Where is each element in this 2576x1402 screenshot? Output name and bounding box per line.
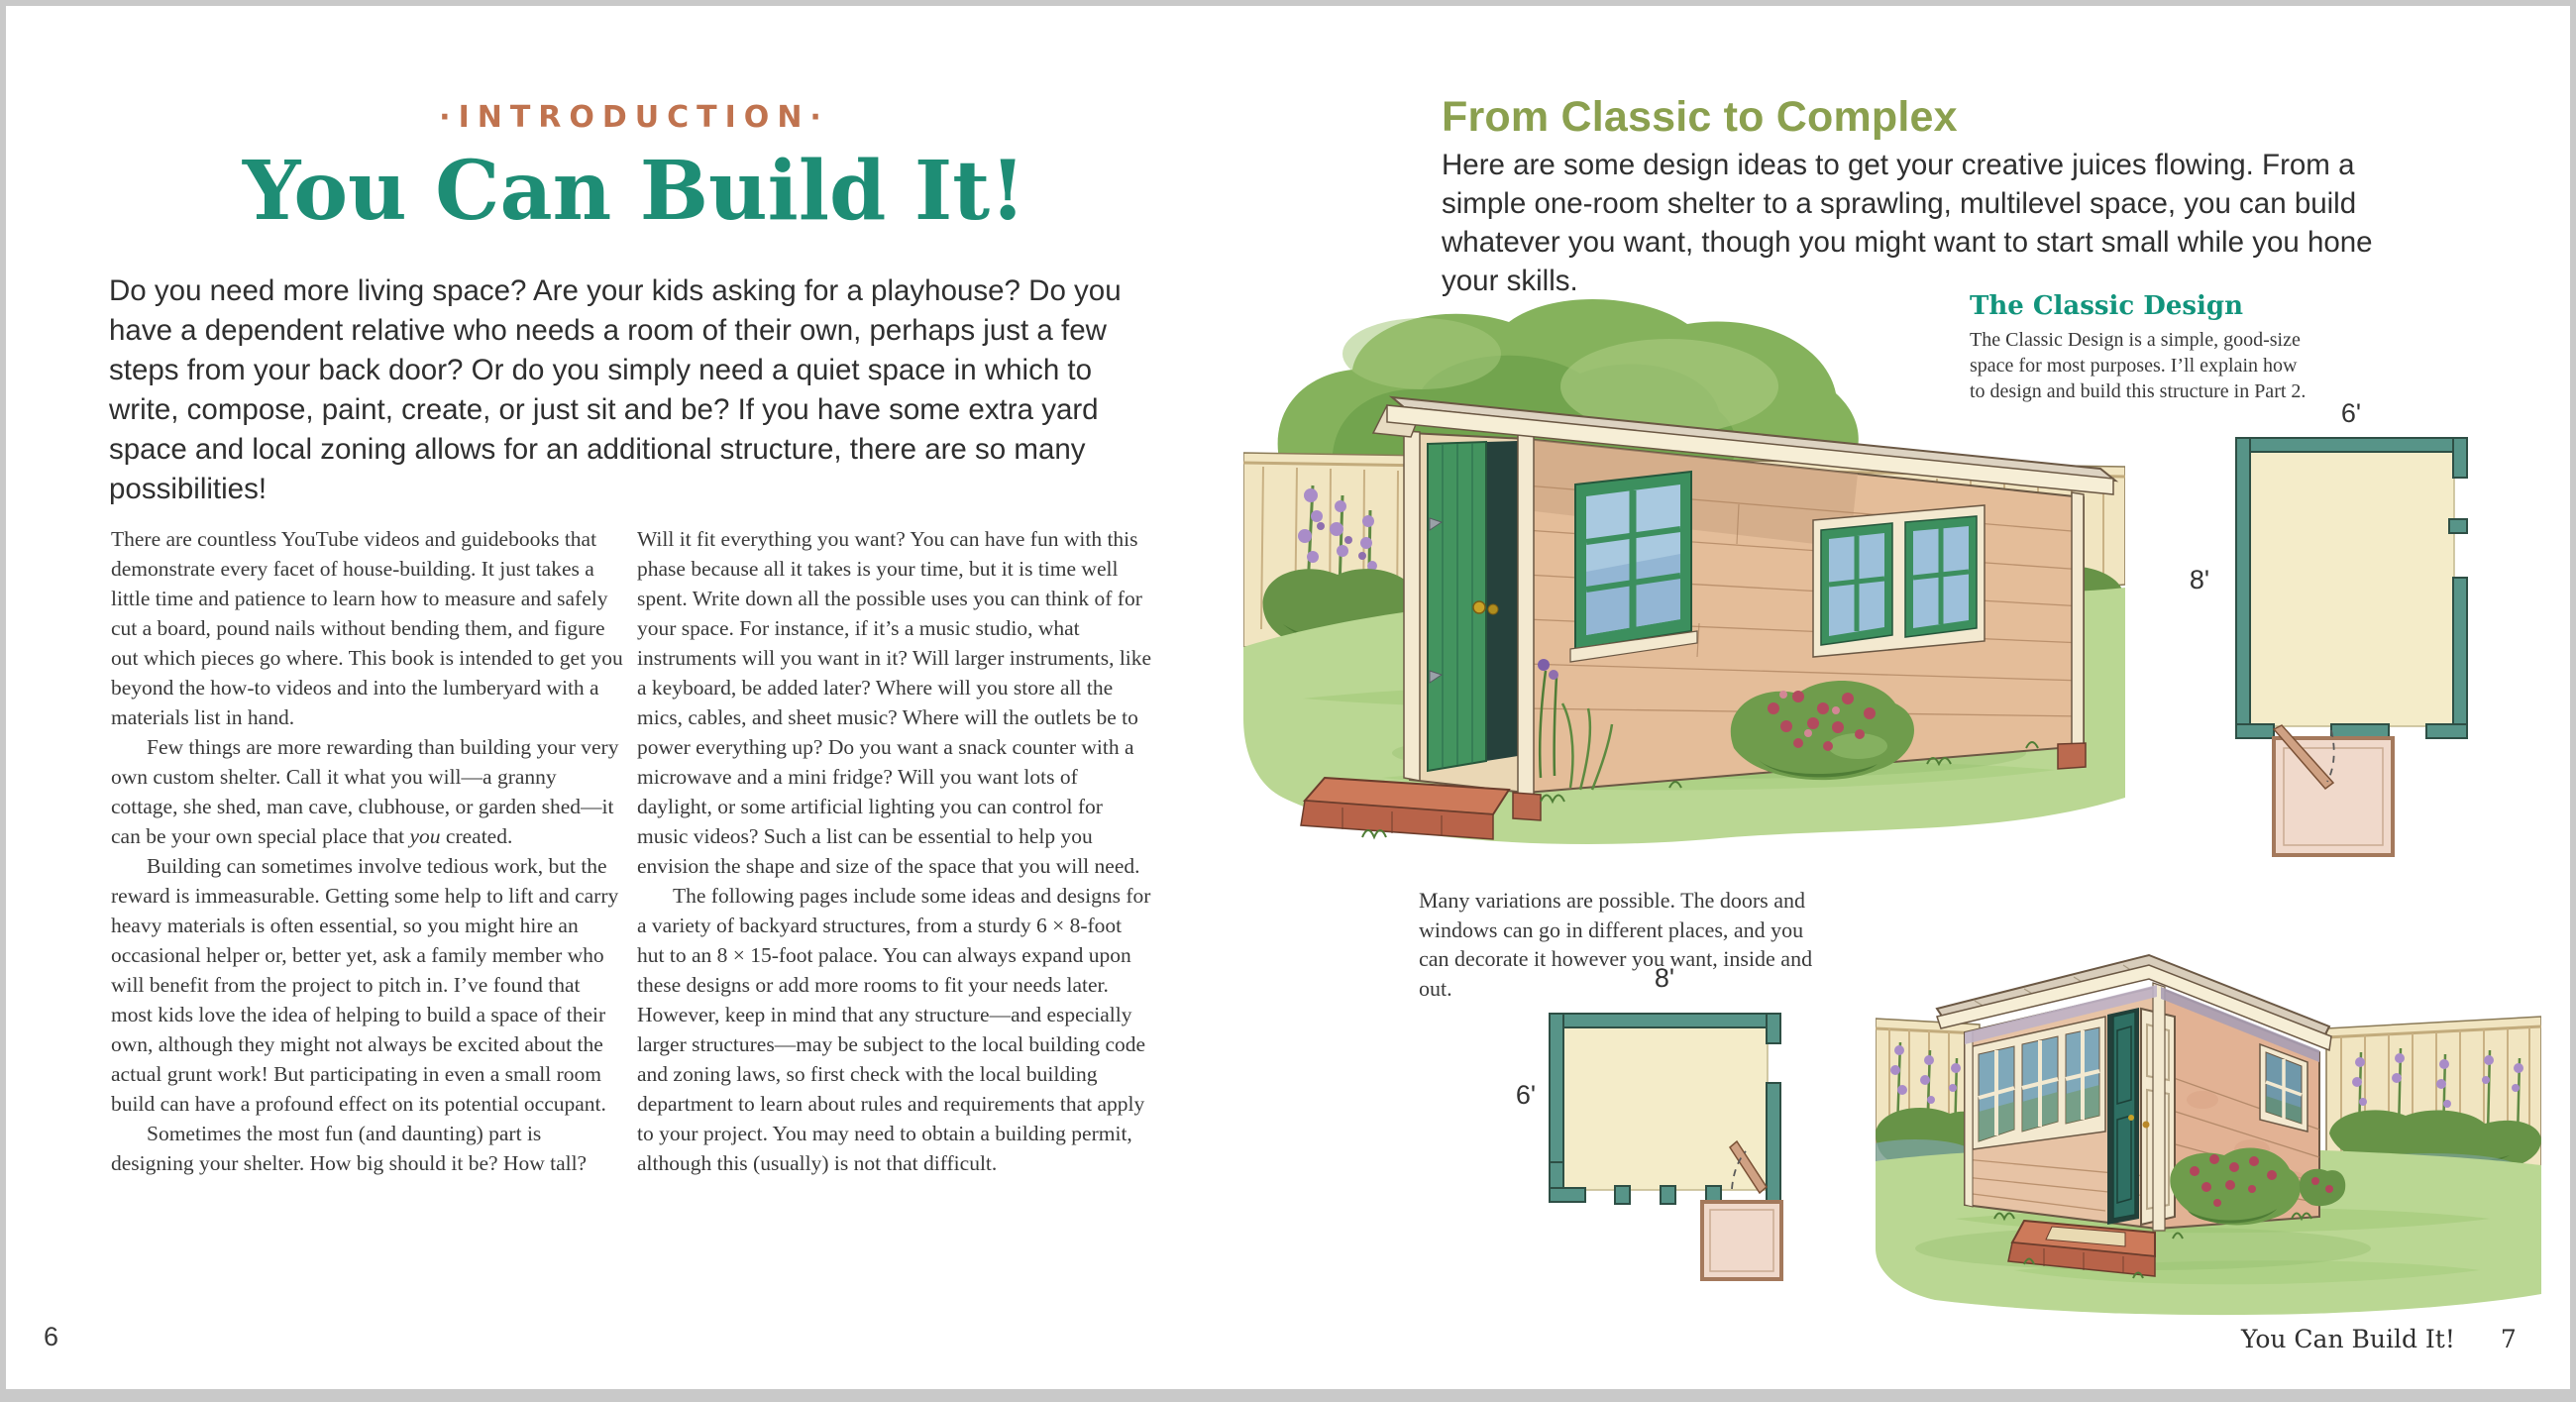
body-paragraph: [111, 732, 626, 851]
running-title: You Can Build It!: [2241, 1325, 2455, 1353]
body-paragraph: There are countless YouTube videos and guidebooks that demonstrate every facet of house-building. It just takes a little time and patience to learn how to measure and safely cut a board, pound nails without bending them, and figure out which pieces go where. This book is intended to get you beyond the how-to videos and into the lumberyard with a materials list in hand.: [111, 527, 623, 729]
body-column-1: [111, 524, 626, 1178]
page-number: 7: [2500, 1325, 2517, 1353]
plan-wide-width-label: 8': [1654, 963, 1675, 993]
body-paragraph: Building can sometimes involve tedious work, but the reward is immeasurable. Getting some help to lift and carry heavy materials is often essential, so you might hire an occasional helper or, better yet, ask a family member who will benefit from the project to pitch in. I’ve found that most kids love the idea of helping to build a space of their own, although they might not always be excited about the actual grunt work! But participating in even a small room build can have a profound effect on its potential occupant.: [111, 854, 619, 1116]
floor-plan-classic: [2222, 423, 2480, 869]
page-edge-right: [2570, 0, 2576, 1402]
variation-shed-illustration: [1876, 921, 2541, 1333]
body-paragraph: Will it fit everything you want? You can have fun with this phase because all it takes is your time, but it is time well spent. Write down all the possible uses you can think of for your space. For instance, if it’s a music studio, what instruments will you want in it? Will larger instruments, like a keyboard, be added later? Where will you store all the mics, cables, and sheet music? Where will the outlets be to power everything up? Do you want a snack counter with a microwave and a mini fridge? Will you want lots of daylight, or some artificial lighting you can control for music videos? Such a list can be essential to help you envision the shape and size of the space that you will need.: [637, 527, 1152, 878]
body-column-2: [637, 524, 1152, 1178]
page-edge-top: [0, 0, 2576, 6]
section-kicker: ·INTRODUCTION·: [439, 100, 829, 135]
running-footer: [2241, 1325, 2517, 1353]
classic-design-body: The Classic Design is a simple, good-size space for most purposes. I’ll explain how to design and build this structure in Part 2.: [1970, 329, 2307, 402]
body-paragraph: The following pages include some ideas and designs for a variety of backyard structures, from a sturdy 6 × 8-foot hut to an 8 × 15-foot palace. You can always expand upon these designs or add more rooms to fit your needs later. However, keep in mind that any structure—and especially larger structures—may be subject to the local building code and zoning laws, so first check with the local building department to learn about rules and requirements that apply to your project. You may need to obtain a building permit, although this (usually) is not that difficult.: [637, 884, 1151, 1175]
emphasis-text: you: [409, 824, 441, 848]
page-edge-bottom: [0, 1389, 2576, 1402]
paragraph-text: created.: [440, 824, 513, 848]
page-number: 6: [44, 1322, 59, 1351]
classic-design-heading: The Classic Design: [1970, 291, 2243, 321]
paragraph-text: Few things are more rewarding than building your very own custom shelter. Call it what you will—a granny cottage, she shed, man cave, clubhouse, or garden shed—it can be your own special place that: [111, 735, 619, 848]
plan-classic-width-label: 6': [2340, 398, 2362, 428]
variations-caption: Many variations are possible. The doors and windows can go in different places, and you can decorate it however you want, inside and out.: [1419, 888, 1813, 1001]
section-heading: From Classic to Complex: [1442, 93, 1958, 141]
body-paragraph: Sometimes the most fun (and daunting) part is designing your shelter. How big should it be? How tall?: [111, 1122, 588, 1175]
plan-classic-depth-label: 8': [2189, 565, 2209, 594]
page-title: You Can Build It!: [242, 144, 1026, 239]
plan-wide-depth-label: 6': [1515, 1080, 1536, 1110]
section-intro: Here are some design ideas to get your creative juices flowing. From a simple one-room shelter to a sprawling, multilevel space, you can build whatever you want, though you might want to start small while you hone your skills.: [1442, 149, 2373, 297]
page-edge-left: [0, 0, 6, 1402]
intro-lede: Do you need more living space? Are your kids asking for a playhouse? Do you have a dependent relative who needs a room of their own, perhaps just a few steps from your back door? Or do you simply need a quiet space in which to write, compose, paint, create, or just sit and be? If you have some extra yard space and local zoning allows for an additional structure, there are so many possibilities!: [109, 274, 1122, 505]
classic-design-block: [1970, 291, 2314, 404]
floor-plan-wide: [1536, 999, 1803, 1286]
